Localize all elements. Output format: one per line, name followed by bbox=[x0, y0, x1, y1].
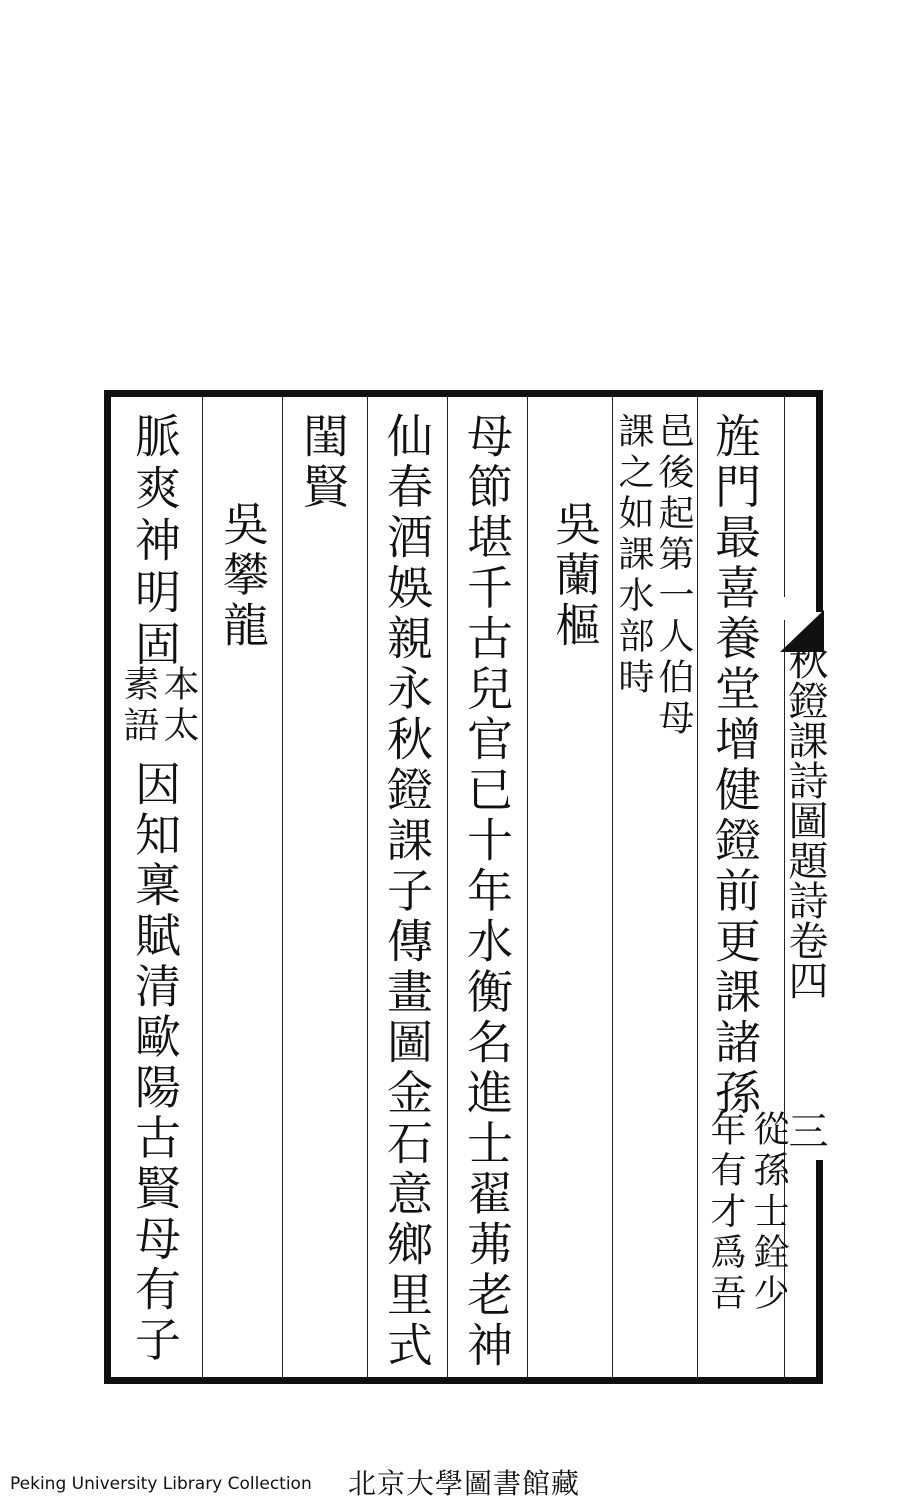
frame-edge bbox=[816, 390, 823, 612]
annotation-column: 邑後起第一人伯母 bbox=[653, 412, 694, 740]
annotation-column: 本太 bbox=[158, 665, 199, 747]
text-column: 仙春酒娛親永秋鐙課子傳畫圖金石意鄉里式 bbox=[380, 412, 434, 1372]
column-rule bbox=[202, 397, 203, 1377]
margin-page-number: 三 bbox=[782, 1110, 828, 1150]
text-column: 因知稟賦清歐陽古賢母有子 bbox=[128, 760, 182, 1366]
column-rule bbox=[784, 397, 785, 597]
column-rule bbox=[447, 397, 448, 1377]
frame-edge bbox=[104, 1377, 823, 1384]
column-rule bbox=[527, 397, 528, 1377]
footer bbox=[0, 1458, 900, 1498]
collection-credit-chinese: 北京大學圖書館藏 bbox=[348, 1467, 581, 1500]
margin-title: 秋鐙課詩圖題詩卷四 bbox=[782, 640, 828, 1000]
text-column: 旌門最喜養堂增健鐙前更課諸孫 bbox=[708, 412, 762, 1119]
column-rule bbox=[282, 397, 283, 1377]
column-rule bbox=[697, 397, 698, 1377]
text-column: 脈爽神明固 bbox=[128, 412, 182, 672]
text-column: 閨賢 bbox=[296, 412, 350, 513]
frame-edge bbox=[816, 1160, 823, 1384]
text-column: 母節堪千古兒官已十年水衡名進士翟茀老神 bbox=[460, 412, 514, 1372]
author-name: 吳蘭樞 bbox=[548, 500, 602, 652]
annotation-column: 課之如課水部時 bbox=[613, 412, 654, 699]
collection-credit: Peking University Library Collection bbox=[10, 1474, 312, 1494]
column-rule bbox=[367, 397, 368, 1377]
annotation-column: 素語 bbox=[118, 665, 159, 747]
annotation-column: 從孫士銓少 bbox=[748, 1110, 789, 1315]
annotation-column: 年有才爲吾 bbox=[705, 1110, 746, 1315]
author-name: 吳攀龍 bbox=[216, 500, 270, 652]
